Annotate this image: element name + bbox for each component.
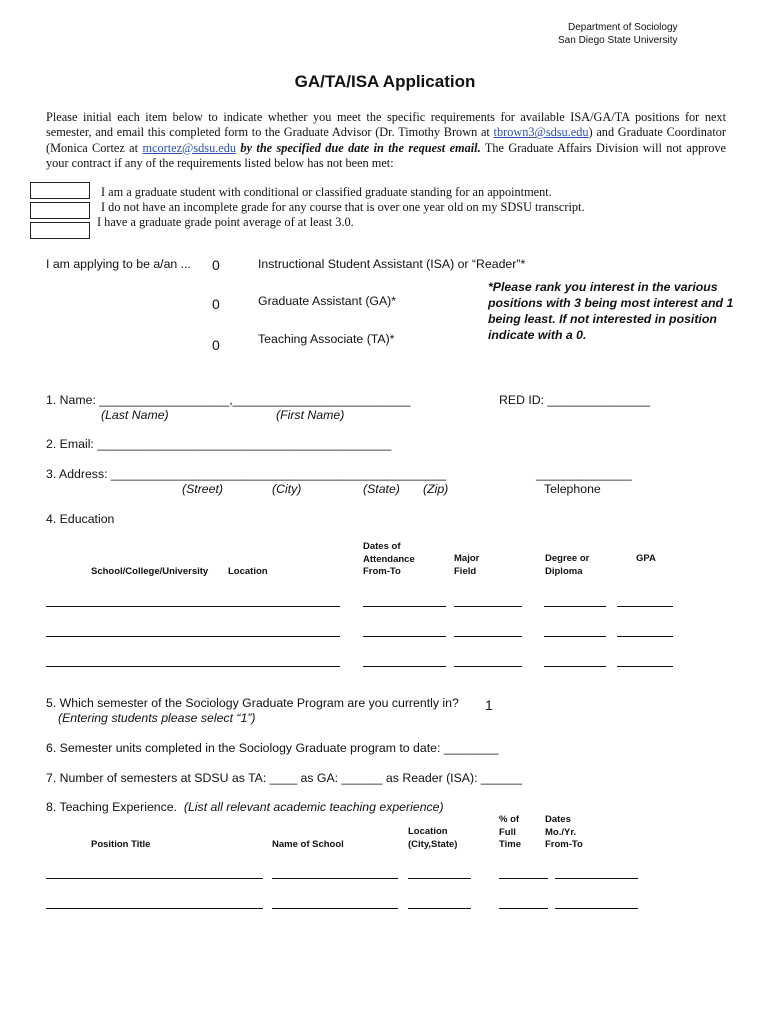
col-degree: Degree or Diploma	[545, 553, 590, 577]
advisor-email-link[interactable]: tbrown3@sdsu.edu	[493, 125, 589, 140]
street-caption: (Street)	[182, 482, 223, 496]
zip-caption: (Zip)	[423, 482, 449, 496]
col-percent-time: % of Full Time	[499, 814, 522, 850]
col-teaching-dates: Dates Mo./Yr. From-To	[545, 814, 583, 850]
semester-question: 5. Which semester of the Sociology Graduate Program are you currently in?	[46, 696, 459, 710]
teaching-heading: 8. Teaching Experience. (List all relevant academic teaching experience)	[46, 800, 444, 814]
applying-label: I am applying to be a/an ...	[46, 257, 191, 271]
intro-paragraph: Please initial each item below to indicate whether you meet the specific requirements for available ISA/GA/TA positions for next semester, and email this completed form to the Graduate Advisor (Dr. Timothy Brown at tbrown3@sdsu.edu) and Graduate Coordinator (Monica Cortez at mcortez@sdsu.edu by the specified due date in the request email. The Graduate Affairs Division will not approve your contract if any of the requirements listed below has not been met:	[46, 110, 726, 170]
education-heading: 4. Education	[46, 512, 115, 526]
state-caption: (State)	[363, 482, 400, 496]
email-field[interactable]: 2. Email: ___________________________________________	[46, 437, 392, 451]
col-major: Major Field	[454, 553, 480, 577]
units-question[interactable]: 6. Semester units completed in the Sociology Graduate program to date: ________	[46, 741, 499, 755]
page-title: GA/TA/ISA Application	[294, 72, 476, 91]
red-id-field[interactable]: RED ID: _______________	[499, 393, 651, 407]
position-ta: Teaching Associate (TA)*	[258, 332, 395, 346]
col-dates: Dates of Attendance From-To	[363, 541, 415, 577]
city-caption: (City)	[272, 482, 302, 496]
col-school: School/College/University	[91, 566, 209, 577]
name-field[interactable]: 1. Name: ___________________,__________________________	[46, 393, 411, 407]
col-name-of-school: Name of School	[272, 839, 344, 850]
initial-box-gpa[interactable]	[30, 222, 90, 239]
rank-isa[interactable]: 0	[212, 257, 220, 273]
col-gpa: GPA	[636, 553, 656, 564]
position-isa: Instructional Student Assistant (ISA) or “Reader”*	[258, 257, 526, 271]
last-name-caption: (Last Name)	[101, 408, 169, 422]
ranking-note: *Please rank you interest in the various positions with 3 being most interest and 1 being least. If not interested in position indicate with a 0.	[488, 280, 734, 342]
department-name: Department of Sociology	[568, 22, 678, 33]
telephone-field[interactable]: ______________	[536, 467, 632, 481]
initial-box-incomplete[interactable]	[30, 202, 90, 219]
address-field[interactable]: 3. Address: _________________________________________________	[46, 467, 447, 481]
col-teaching-location: Location (City,State)	[408, 826, 458, 850]
semester-answer[interactable]: 1	[485, 697, 493, 713]
semester-note: (Entering students please select “1”)	[58, 711, 256, 725]
rank-ta[interactable]: 0	[212, 337, 220, 353]
col-position-title: Position Title	[91, 839, 151, 850]
requirement-incomplete: I do not have an incomplete grade for any course that is over one year old on my SDSU transcript.	[101, 200, 585, 214]
university-name: San Diego State University	[558, 35, 678, 46]
coordinator-email-link[interactable]: mcortez@sdsu.edu	[142, 140, 237, 155]
position-ga: Graduate Assistant (GA)*	[258, 294, 397, 308]
requirement-gpa: I have a graduate grade point average of at least 3.0.	[97, 215, 354, 229]
col-location: Location	[228, 566, 268, 577]
telephone-caption: Telephone	[544, 482, 601, 496]
first-name-caption: (First Name)	[276, 408, 345, 422]
initial-box-standing[interactable]	[30, 182, 90, 199]
semesters-sdsu-question[interactable]: 7. Number of semesters at SDSU as TA: ____ as GA: ______ as Reader (ISA): ______	[46, 771, 522, 785]
requirement-standing: I am a graduate student with conditional or classified graduate standing for an appointment.	[101, 185, 552, 199]
rank-ga[interactable]: 0	[212, 296, 220, 312]
